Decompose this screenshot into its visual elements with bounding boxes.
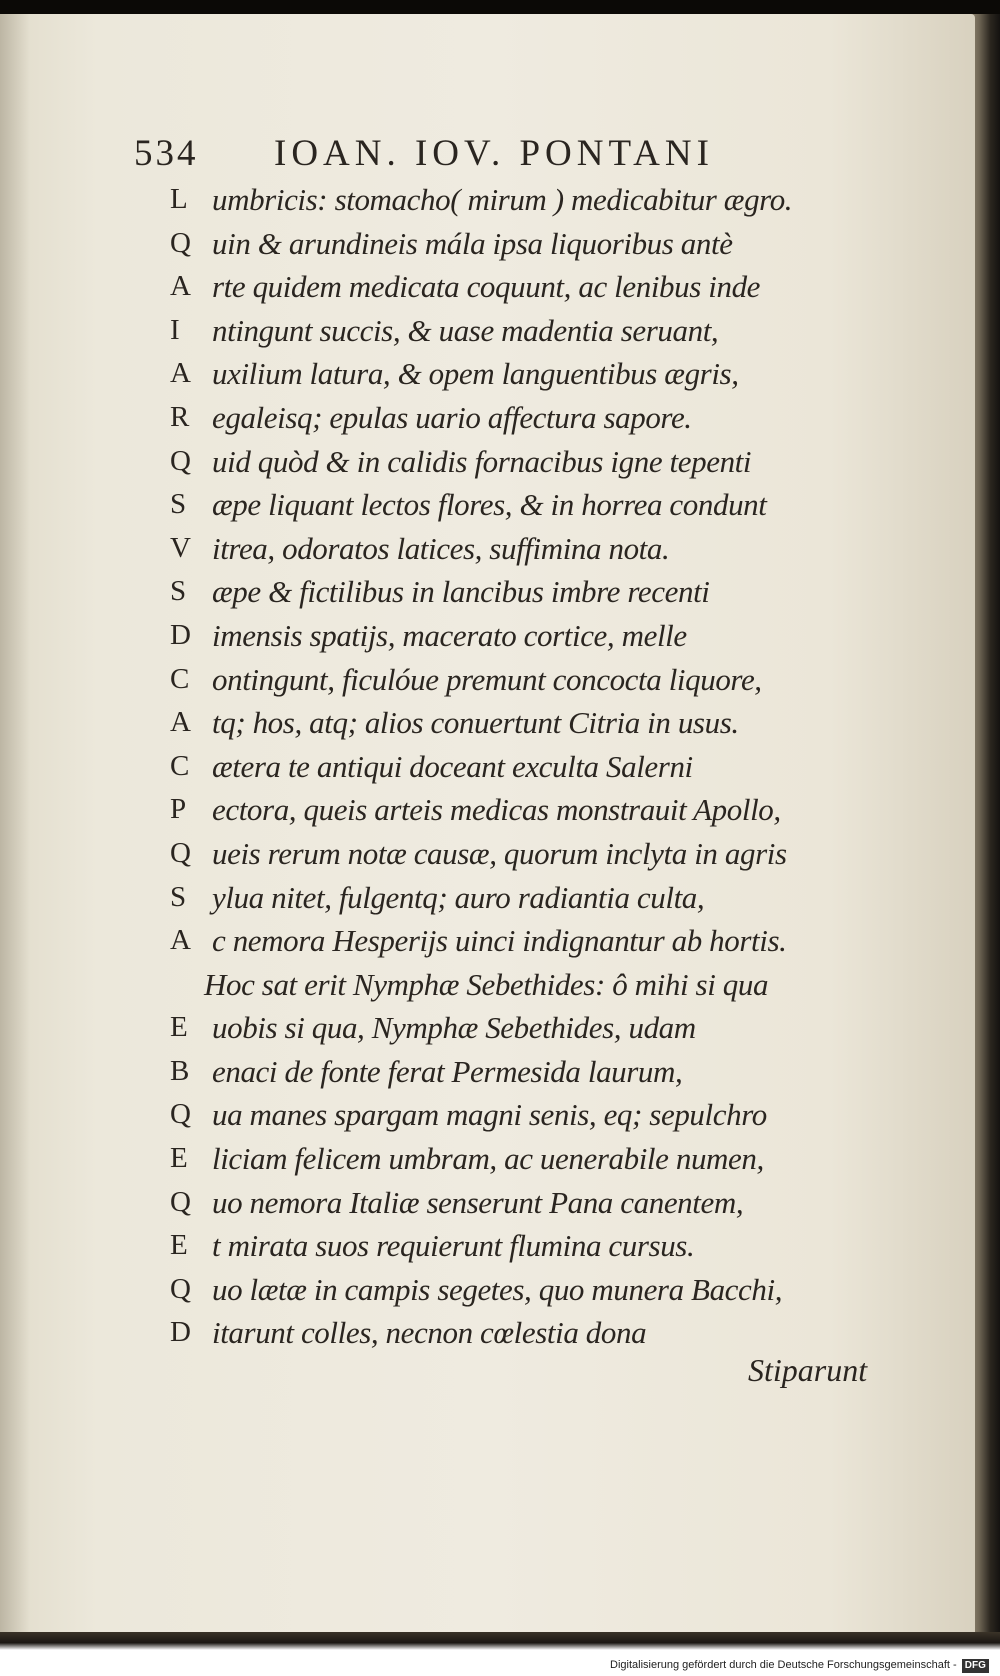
verse-line xyxy=(170,265,890,309)
verse-line xyxy=(170,788,890,832)
line-text: ætera te antiqui doceant exculta Salerni xyxy=(212,748,693,784)
line-initial: V xyxy=(170,531,192,564)
line-text: æpe & fictilibus in lancibus imbre recenti xyxy=(212,574,710,610)
line-initial: L xyxy=(170,183,189,215)
verse-text xyxy=(170,178,890,1355)
line-text: egaleisq; epulas uario affectura sapore. xyxy=(212,399,692,435)
line-initial: D xyxy=(170,618,192,651)
verse-line xyxy=(170,1050,890,1094)
line-text: uin & arundineis mála ipsa liquoribus antè xyxy=(212,225,733,261)
line-initial: A xyxy=(170,357,192,390)
verse-line xyxy=(170,222,890,266)
line-initial: E xyxy=(170,1229,189,1262)
line-initial: Q xyxy=(170,1185,192,1218)
verse-line xyxy=(170,701,890,745)
line-initial: D xyxy=(170,1316,192,1349)
verse-line xyxy=(170,1181,890,1225)
line-initial: A xyxy=(170,270,192,303)
verse-line xyxy=(170,614,890,658)
line-text: rte quidem medicata coquunt, ac lenibus inde xyxy=(212,269,761,305)
line-text: uo nemora Italiæ senserunt Pana canentem, xyxy=(212,1184,744,1220)
line-initial: R xyxy=(170,400,191,433)
line-initial: E xyxy=(170,1142,189,1175)
line-text: itrea, odoratos latices, suffimina nota. xyxy=(212,530,670,566)
line-initial: S xyxy=(170,488,188,521)
line-text: liciam felicem umbram, ac uenerabile numen, xyxy=(212,1141,764,1177)
line-initial: A xyxy=(170,706,192,739)
verse-line xyxy=(170,658,890,702)
verse-line xyxy=(170,1093,890,1137)
footer-text: Digitalisierung gefördert durch die Deutsche Forschungsgemeinschaft - xyxy=(610,1659,957,1671)
digitization-footer xyxy=(610,1655,1000,1676)
scan-bottom-edge xyxy=(0,1632,1000,1650)
verse-line xyxy=(170,1224,890,1268)
dfg-logo: DFG xyxy=(962,1659,989,1673)
verse-line xyxy=(170,352,890,396)
running-head: IOAN. IOV. PONTANI xyxy=(274,133,714,174)
line-text: imensis spatijs, macerato cortice, melle xyxy=(212,617,687,653)
line-text: c nemora Hesperijs uinci indignantur ab hortis. xyxy=(212,923,787,959)
verse-line xyxy=(170,178,890,222)
line-initial: C xyxy=(170,749,191,782)
line-initial: Q xyxy=(170,836,192,869)
verse-line xyxy=(170,1006,890,1050)
verse-line xyxy=(170,570,890,614)
line-initial: S xyxy=(170,880,188,913)
verse-line xyxy=(170,876,890,920)
line-text: Hoc sat erit Nymphæ Sebethides: ô mihi si qua xyxy=(204,966,769,1002)
line-text: t mirata suos requierunt flumina cursus. xyxy=(212,1228,695,1264)
verse-line xyxy=(170,832,890,876)
line-text: itarunt colles, necnon cœlestia dona xyxy=(212,1315,647,1351)
verse-line xyxy=(170,483,890,527)
verse-line xyxy=(170,919,890,963)
line-text: ua manes spargam magni senis, eq; sepulchro xyxy=(212,1097,767,1133)
line-initial: E xyxy=(170,1011,189,1044)
verse-line xyxy=(170,527,890,571)
line-text: ectora, queis arteis medicas monstrauit Apollo, xyxy=(212,792,781,828)
line-initial: S xyxy=(170,575,188,608)
line-text: umbricis: stomacho( mirum ) medicabitur ægro. xyxy=(212,182,793,217)
verse-line xyxy=(170,1311,890,1355)
line-text: enaci de fonte ferat Permesida laurum, xyxy=(212,1053,683,1089)
line-text: ontingunt, ficulóue premunt concocta liquore, xyxy=(212,661,762,697)
verse-line xyxy=(170,440,890,484)
line-text: ylua nitet, fulgentq; auro radiantia culta, xyxy=(212,879,705,915)
line-text: uobis si qua, Nymphæ Sebethides, udam xyxy=(212,1010,696,1046)
line-initial: A xyxy=(170,924,192,957)
verse-line xyxy=(170,396,890,440)
line-initial: Q xyxy=(170,1272,192,1305)
line-text: uxilium latura, & opem languentibus ægris, xyxy=(212,356,739,392)
line-initial: Q xyxy=(170,1098,192,1131)
line-initial: I xyxy=(170,313,181,346)
line-text: ntingunt succis, & uase madentia seruant, xyxy=(212,312,719,348)
line-text: tq; hos, atq; alios conuertunt Citria in usus. xyxy=(212,705,739,741)
line-text: ueis rerum notæ causæ, quorum inclyta in agris xyxy=(212,835,787,871)
verse-line xyxy=(170,1268,890,1312)
catchword: Stiparunt xyxy=(748,1352,868,1388)
line-initial: C xyxy=(170,662,191,695)
line-text: uo lætæ in campis segetes, quo munera Bacchi, xyxy=(212,1271,783,1307)
line-initial: Q xyxy=(170,226,192,259)
verse-line xyxy=(170,963,890,1007)
verse-line xyxy=(170,309,890,353)
page-number: 534 xyxy=(134,133,199,174)
line-text: uid quòd & in calidis fornacibus igne tepenti xyxy=(212,443,752,479)
page-header xyxy=(134,132,754,182)
line-initial: B xyxy=(170,1054,191,1087)
verse-line xyxy=(170,745,890,789)
line-text: æpe liquant lectos flores, & in horrea condunt xyxy=(212,487,767,523)
verse-line xyxy=(170,1137,890,1181)
line-initial: P xyxy=(170,793,188,826)
line-initial: Q xyxy=(170,444,192,477)
